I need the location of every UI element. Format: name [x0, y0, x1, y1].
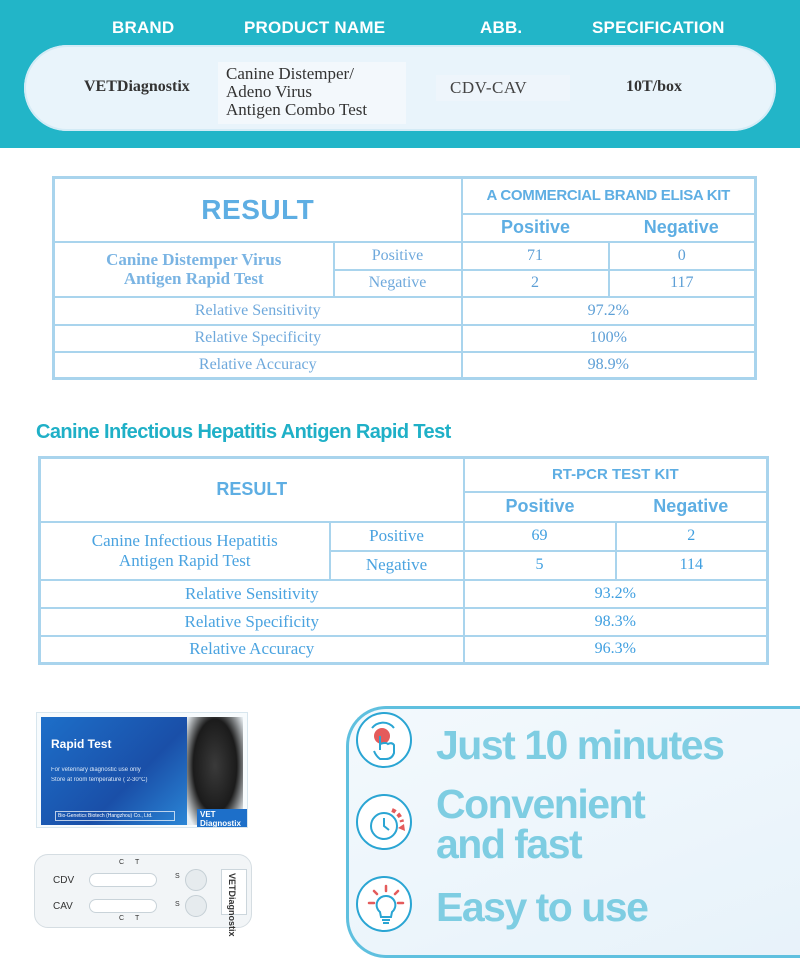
test-name-line: Antigen Rapid Test [118, 550, 251, 570]
test-name-cell [54, 242, 334, 297]
cas-brand-text: VETDiagnostix [227, 873, 237, 937]
result-heading: RESULT [40, 458, 464, 522]
cas-label-cdv: CDV [53, 875, 75, 886]
cas-mark-c: C [119, 859, 125, 866]
pos-neg-count: 0 [609, 242, 756, 270]
test-name-line: Canine Distemper Virus [106, 250, 282, 269]
abb-value: CDV-CAV [450, 78, 528, 97]
touch-icon [356, 712, 412, 768]
lightbulb-icon [356, 876, 412, 932]
metric-value: 98.3% [464, 608, 768, 636]
sample-well [185, 895, 207, 917]
neg-neg-count: 117 [609, 270, 756, 297]
row-positive-label: Positive [334, 242, 462, 270]
metric-label: Relative Sensitivity [54, 297, 462, 325]
col-abb-header: ABB. [480, 18, 523, 37]
pos-pos-count: 69 [464, 522, 616, 551]
test-name-line: Canine Infectious Hepatitis [91, 530, 278, 550]
reference-kit-title: RT-PCR TEST KIT [464, 458, 768, 492]
row-positive-label: Positive [330, 522, 464, 551]
metric-value: 98.9% [462, 352, 756, 379]
col-spec-header: SPECIFICATION [592, 18, 725, 37]
pouch-brand: VET Diagnostix [197, 809, 247, 828]
pouch-text-1: For veterinary diagnostic use only [51, 767, 141, 773]
reference-kit-title: A COMMERCIAL BRAND ELISA KIT [462, 178, 756, 214]
brand-value: VETDiagnostix [84, 78, 190, 95]
metric-label: Relative Accuracy [40, 636, 464, 664]
ref-negative-header: Negative [616, 492, 768, 522]
pos-neg-count: 2 [616, 522, 768, 551]
feature-text: Easy to use [436, 884, 648, 930]
product-name-line: Antigen Combo Test [226, 100, 368, 119]
product-name-line: Adeno Virus [226, 82, 313, 101]
cas-mark-s: S [175, 873, 180, 880]
cas-window-cdv [89, 873, 157, 887]
ref-negative-header: Negative [609, 214, 756, 242]
pouch-label [41, 717, 191, 825]
pouch-title: Rapid Test [51, 737, 112, 751]
neg-pos-count: 5 [464, 551, 616, 580]
product-name-value [226, 65, 406, 119]
cas-mark-c: C [119, 915, 125, 922]
cav-result-table [38, 456, 769, 665]
pouch-text-2: Store at room temperature ( 2-30°C) [51, 777, 148, 783]
metric-value: 100% [462, 325, 756, 352]
package-pouch-image [36, 712, 248, 828]
test-name-line: Antigen Rapid Test [123, 269, 264, 288]
spec-value: 10T/box [626, 78, 683, 95]
metric-label: Relative Accuracy [54, 352, 462, 379]
sample-well [185, 869, 207, 891]
feature-text: Just 10 minutes [436, 722, 724, 768]
col-brand-header: BRAND [112, 18, 175, 37]
neg-neg-count: 114 [616, 551, 768, 580]
feature-text-multiline [436, 781, 645, 867]
ref-positive-header: Positive [464, 492, 616, 522]
metric-value: 93.2% [464, 580, 768, 608]
cas-window-cav [89, 899, 157, 913]
pos-pos-count: 71 [462, 242, 609, 270]
metric-label: Relative Specificity [54, 325, 462, 352]
cas-mark-s: S [175, 901, 180, 908]
test-cassette-image [34, 854, 252, 937]
cas-mark-t: T [135, 915, 140, 922]
ref-positive-header: Positive [462, 214, 609, 242]
cas-label-cav: CAV [53, 901, 73, 912]
cas-mark-t: T [135, 859, 140, 866]
metric-value: 96.3% [464, 636, 768, 664]
section-title: Canine Infectious Hepatitis Antigen Rapid Test [36, 421, 451, 443]
col-product-header: PRODUCT NAME [244, 18, 386, 37]
cdv-result-table [52, 176, 757, 380]
neg-pos-count: 2 [462, 270, 609, 297]
metric-value: 97.2% [462, 297, 756, 325]
pouch-maker: Bio-Genetics Biotech (Hangzhou) Co., Ltd. [55, 811, 175, 821]
test-name-cell [40, 522, 330, 580]
product-name-line: Canine Distemper/ [226, 64, 354, 83]
metric-label: Relative Specificity [40, 608, 464, 636]
header-band [0, 0, 800, 148]
feature-text-line: and fast [436, 821, 582, 867]
metric-label: Relative Sensitivity [40, 580, 464, 608]
row-negative-label: Negative [334, 270, 462, 297]
result-heading: RESULT [54, 178, 462, 242]
row-negative-label: Negative [330, 551, 464, 580]
feature-text-line: Convenient [436, 781, 645, 827]
timer-icon [356, 794, 412, 850]
